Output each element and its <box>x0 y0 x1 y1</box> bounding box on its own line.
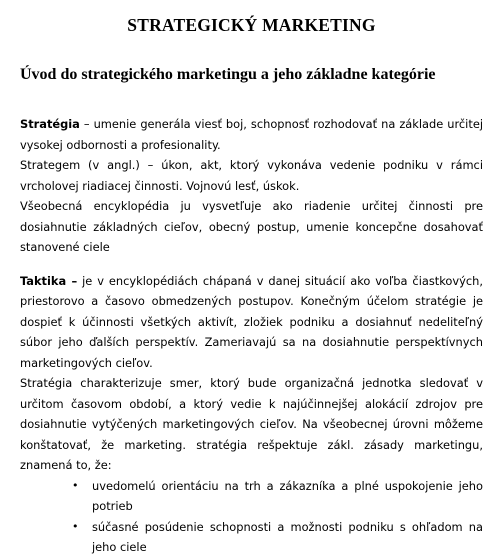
taktika-def-text: je v encyklopédiách chápaná v danej situácií ako voľba čiastkových, priestorovo a časovo obmedzených postupov. Konečným účelom stratégie je dospieť k účinnosti všetkých aktivít, zložiek podniku a dosiahnuť nedeliteľný súbor jeho ďalších perspektív. Zameriavajú sa na dosiahnutie perspektívnych marketingových cieľov. <box>20 273 483 370</box>
list-item <box>72 517 483 558</box>
bullet-icon: • <box>72 478 79 492</box>
list-item-text: súčasné posúdenie schopnosti a možnosti podniku s ohľadom na jeho ciele <box>92 519 483 554</box>
list-item <box>72 476 483 517</box>
strategem-paragraph: Strategem (v angl.) – úkon, akt, ktorý vykonáva vedenie podniku v rámci vrcholovej riadiacej činnosti. Vojnovú lesť, úskok. <box>20 158 483 193</box>
bullet-icon: • <box>72 519 79 533</box>
encyclopedia-paragraph: Všeobecná encyklopédia ju vysvetľuje ako riadenie určitej činnosti pre dosiahnutie základných cieľov, obecný postup, umenie koncepčne dosahovať stanovené ciele <box>20 199 483 254</box>
strategia-definition <box>20 114 483 155</box>
strategia-characterization-paragraph: Stratégia charakterizuje smer, ktorý bude organizačná jednotka sledovať v určitom časovom období, a ktorý vedie k najúčinnejšej alokácií zdrojov pre dosiahnutie vytýčených marketingových cieľov. Na všeobecnej úrovni môžeme konštatovať, že marketing. stratégia rešpektuje zákl. zásady marketingu, znamená to, že: <box>20 376 483 472</box>
document-body <box>20 114 483 558</box>
section-heading: Úvod do strategického marketingu a jeho základne kategórie <box>20 66 436 83</box>
strategia-def-text: – umenie generála viesť boj, schopnosť rozhodovať na základe určitej vysokej odbornosti a profesionality. <box>20 117 483 152</box>
strategia-term: Stratégia <box>20 117 80 131</box>
list-item-text: uvedomelú orientáciu na trh a zákazníka a plné uspokojenie jeho potrieb <box>92 478 483 513</box>
taktika-definition <box>20 271 483 374</box>
paragraph-gap <box>20 258 483 271</box>
document-title: STRATEGICKÝ MARKETING <box>127 15 376 35</box>
taktika-term: Taktika – <box>20 273 78 288</box>
bullet-list <box>20 476 483 558</box>
